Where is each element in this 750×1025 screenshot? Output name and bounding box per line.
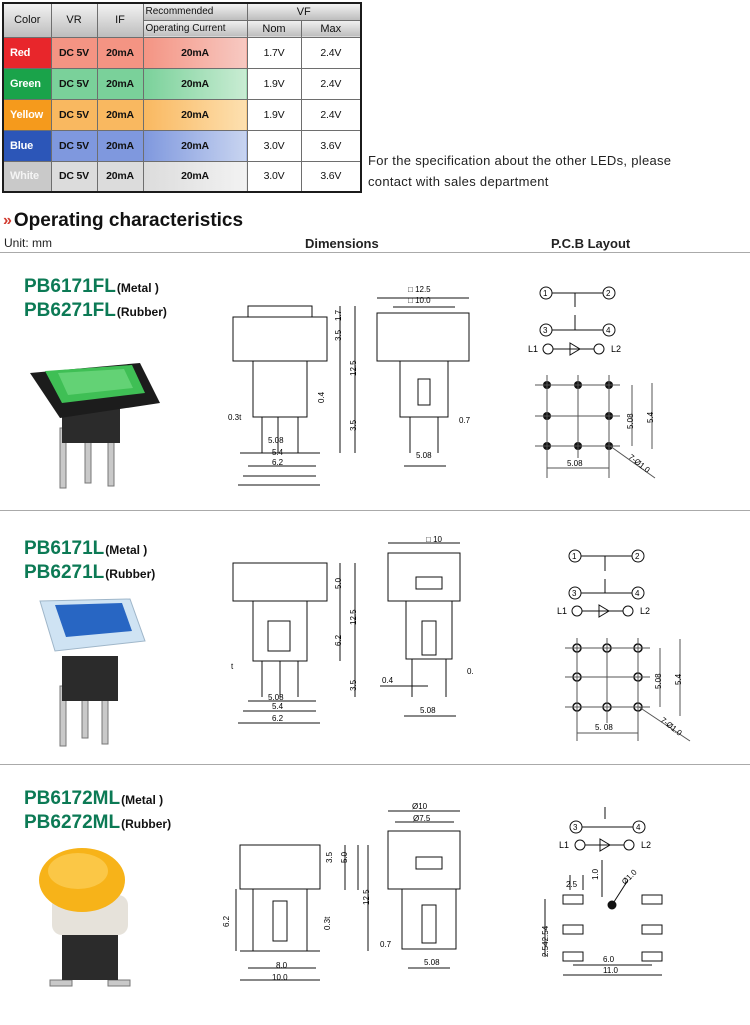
dim-g: 5.08 <box>268 436 284 445</box>
pin-4: 4 <box>635 589 640 598</box>
pcb-h1: 6.0 <box>603 955 615 964</box>
header-max: Max <box>301 20 361 37</box>
pin-3: 3 <box>572 589 577 598</box>
pcb-h1: 5. 08 <box>595 723 613 732</box>
dim-top-1: □ 10 <box>426 535 442 544</box>
header-vf: VF <box>247 3 361 20</box>
dim-top-1: Ø10 <box>412 802 428 811</box>
color-name-cell: Green <box>3 68 51 99</box>
dim-j: 0.4 <box>382 676 394 685</box>
spec-table-body <box>3 37 361 192</box>
pin-1: 1 <box>543 289 548 298</box>
vr-cell: DC 5V <box>51 99 97 130</box>
header-recommended: Recommended <box>143 3 247 20</box>
vf-nom-cell: 1.7V <box>247 37 301 68</box>
dim-a: 3.5 <box>325 851 334 863</box>
if-cell: 20mA <box>97 99 143 130</box>
dim-e: 3.5 <box>349 419 358 431</box>
switch-photo <box>30 363 160 488</box>
pcb-d2: 1.0 <box>591 868 600 880</box>
if-cell: 20mA <box>97 68 143 99</box>
color-name-cell: Blue <box>3 130 51 161</box>
product-block-3 <box>0 765 750 1023</box>
pcb-v1: 5.08 <box>626 413 635 429</box>
recommended-current-cell: 20mA <box>143 37 247 68</box>
vf-nom-cell: 3.0V <box>247 161 301 192</box>
pin-1: 1 <box>572 552 577 561</box>
product-block-2 <box>0 511 750 764</box>
dim-m: 6.2 <box>334 634 343 646</box>
label-l2: L2 <box>641 840 652 850</box>
switch-photo <box>40 599 145 746</box>
header-nom: Nom <box>247 20 301 37</box>
pcb-d1: 2.5 <box>566 880 578 889</box>
product-2-drawings <box>0 511 750 764</box>
vr-cell: DC 5V <box>51 130 97 161</box>
side-view-drawing <box>388 811 460 968</box>
spec-row <box>3 130 361 161</box>
dim-i: 10.0 <box>272 973 288 982</box>
vf-max-cell: 3.6V <box>301 161 361 192</box>
pin-3: 3 <box>543 326 548 335</box>
dim-i: 6.2 <box>272 458 284 467</box>
recommended-current-cell: 20mA <box>143 161 247 192</box>
side-view-drawing <box>380 543 460 716</box>
dim-k: 5.08 <box>420 706 436 715</box>
label-l2: L2 <box>611 344 622 354</box>
dim-m: 6.2 <box>222 915 231 927</box>
dimensions-label: Dimensions <box>305 236 379 251</box>
pcb-v2: 5.4 <box>646 411 655 423</box>
vf-nom-cell: 1.9V <box>247 99 301 130</box>
dim-d: 0.4 <box>317 391 326 403</box>
side-view-drawing <box>377 298 469 466</box>
if-cell: 20mA <box>97 161 143 192</box>
label-l2: L2 <box>640 606 651 616</box>
vr-cell: DC 5V <box>51 161 97 192</box>
dim-top-1: □ 12.5 <box>408 285 431 294</box>
pcb-hole: 7-Ø1.0 <box>626 452 652 475</box>
dim-f: t <box>231 662 234 671</box>
color-name-cell: White <box>3 161 51 192</box>
part-number-metal: PB6171L(Metal ) <box>24 538 148 559</box>
led-spec-note <box>368 150 748 192</box>
label-l1: L1 <box>557 606 568 616</box>
pcb-h2: 11.0 <box>603 966 618 975</box>
dim-f: 0.3t <box>228 413 242 422</box>
dim-g: 5.08 <box>268 693 284 702</box>
section-title: Operating characteristics <box>13 210 244 231</box>
pin-2: 2 <box>635 552 640 561</box>
vf-nom-cell: 3.0V <box>247 130 301 161</box>
spec-row <box>3 37 361 68</box>
part-number-rubber: PB6272ML(Rubber) <box>24 812 172 833</box>
dim-k: 5.08 <box>416 451 432 460</box>
recommended-current-cell: 20mA <box>143 130 247 161</box>
pcb-v: 2.542.54 <box>541 925 550 957</box>
vf-max-cell: 3.6V <box>301 130 361 161</box>
dim-a: 5.0 <box>334 577 343 589</box>
dim-b: 5.0 <box>340 851 349 863</box>
unit-label: Unit: mm <box>4 236 52 250</box>
header-vr: VR <box>51 3 97 37</box>
dim-k: 5.08 <box>424 958 440 967</box>
note-line-1: For the specification about the other LEDs, please <box>368 153 672 168</box>
recommended-current-cell: 20mA <box>143 68 247 99</box>
header-if: IF <box>97 3 143 37</box>
pin-3: 3 <box>573 823 578 832</box>
pcb-schematic <box>569 550 644 617</box>
vf-max-cell: 2.4V <box>301 99 361 130</box>
dim-top-2: □ 10.0 <box>408 296 431 305</box>
pcb-schematic <box>540 287 615 355</box>
product-1-drawings <box>0 253 750 510</box>
led-spec-table <box>2 2 362 193</box>
pcb-v2: 5.4 <box>674 673 683 685</box>
dim-c: 12.5 <box>362 889 371 905</box>
dim-h: 5.4 <box>272 702 284 711</box>
spec-row <box>3 68 361 99</box>
color-name-cell: Yellow <box>3 99 51 130</box>
recommended-current-cell: 20mA <box>143 99 247 130</box>
dim-e: 3.5 <box>349 679 358 691</box>
part-number-rubber: PB6271FL(Rubber) <box>24 300 167 321</box>
pcb-hole: 7-Ø1.0 <box>658 715 684 738</box>
section-header <box>3 209 243 233</box>
spec-row <box>3 99 361 130</box>
spec-row <box>3 161 361 192</box>
dim-f: 0.3t <box>323 916 332 930</box>
if-cell: 20mA <box>97 37 143 68</box>
dim-top-2: Ø7.5 <box>413 814 431 823</box>
dim-h: 5.4 <box>272 448 284 457</box>
part-number-metal: PB6172ML(Metal ) <box>24 788 164 809</box>
note-line-2: contact with sales department <box>368 174 549 189</box>
dim-j-right: 0. <box>467 667 474 676</box>
dim-j: 0.7 <box>380 940 392 949</box>
switch-photo <box>39 848 130 986</box>
header-color: Color <box>3 3 51 37</box>
vf-nom-cell: 1.9V <box>247 68 301 99</box>
color-name-cell: Red <box>3 37 51 68</box>
pcb-layout-label: P.C.B Layout <box>551 236 631 251</box>
label-l1: L1 <box>559 840 570 850</box>
product-block-1 <box>0 253 750 510</box>
dim-c: 12.5 <box>349 609 358 625</box>
if-cell: 20mA <box>97 130 143 161</box>
dim-b: 1.7 <box>334 309 343 321</box>
vr-cell: DC 5V <box>51 37 97 68</box>
pcb-schematic <box>570 807 645 851</box>
vf-max-cell: 2.4V <box>301 68 361 99</box>
header-operating-current: Operating Current <box>143 20 247 37</box>
pin-4: 4 <box>636 823 641 832</box>
pcb-hole: Ø1.0 <box>620 867 639 887</box>
dim-g: 8.0 <box>276 961 288 970</box>
part-number-rubber: PB6271L(Rubber) <box>24 562 156 583</box>
pcb-h1: 5.08 <box>567 459 583 468</box>
dim-c: 12.5 <box>349 360 358 376</box>
dim-j: 0.7 <box>459 416 471 425</box>
pin-2: 2 <box>606 289 611 298</box>
pin-4: 4 <box>606 326 611 335</box>
dim-i: 6.2 <box>272 714 284 723</box>
vf-max-cell: 2.4V <box>301 37 361 68</box>
label-l1: L1 <box>528 344 539 354</box>
front-view-drawing <box>236 845 368 980</box>
part-number-metal: PB6171FL(Metal ) <box>24 276 159 297</box>
product-3-drawings <box>0 765 750 1023</box>
dim-a: 3.5 <box>334 329 343 341</box>
pcb-v1: 5.08 <box>654 673 663 689</box>
vr-cell: DC 5V <box>51 68 97 99</box>
double-chevron-icon: » <box>3 212 10 229</box>
